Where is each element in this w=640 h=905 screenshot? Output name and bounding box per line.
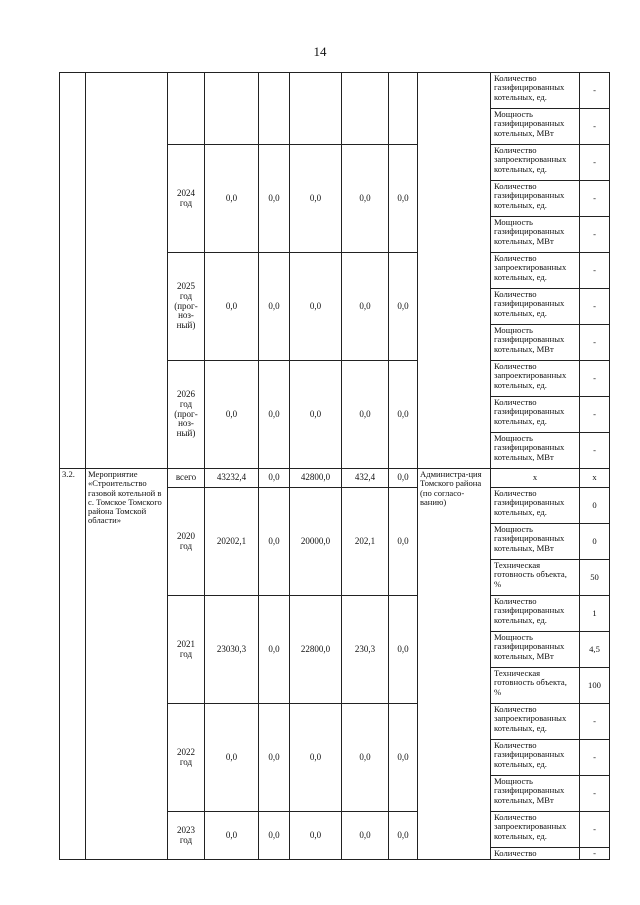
indicator-name: Мощность газифицированных котельных, МВт — [491, 217, 580, 253]
regional-value: 0,0 — [290, 253, 342, 361]
indicator-name: x — [491, 469, 580, 488]
federal-value: 0,0 — [259, 596, 290, 704]
executor: Администра-ция Томского района (по согласо-ванию) — [418, 469, 491, 860]
indicator-value: x — [580, 469, 610, 488]
indicator-name: Мощность газифицированных котельных, МВт — [491, 776, 580, 812]
indicator-name: Мощность газифицированных котельных, МВт — [491, 632, 580, 668]
other-value: 0,0 — [389, 488, 418, 596]
year-2020: 2020 год — [168, 488, 205, 596]
indicator-value: - — [580, 109, 610, 145]
indicator-value: - — [580, 704, 610, 740]
federal-value: 0,0 — [259, 488, 290, 596]
regional-value: 22800,0 — [290, 596, 342, 704]
federal-value: 0,0 — [259, 812, 290, 860]
indicator-name: Количество газифицированных котельных, ед. — [491, 181, 580, 217]
measure-number: 3.2. — [60, 469, 86, 860]
indicator-value: 50 — [580, 560, 610, 596]
indicator-value: 0 — [580, 488, 610, 524]
sum-value: 0,0 — [205, 361, 259, 469]
federal-value: 0,0 — [259, 469, 290, 488]
local-value: 0,0 — [342, 145, 389, 253]
indicator-name: Количество запроектированных котельных, ед. — [491, 704, 580, 740]
indicator-name: Техническая готовность объекта, % — [491, 668, 580, 704]
indicator-value: - — [580, 145, 610, 181]
indicator-name: Мощность газифицированных котельных, МВт — [491, 524, 580, 560]
year-2026: 2026 год (прог-ноз-ный) — [168, 361, 205, 469]
indicator-name: Мощность газифицированных котельных, МВт — [491, 109, 580, 145]
measure-name: Мероприятие «Строительство газовой котельной в с. Томское Томского района Томской области» — [86, 469, 168, 860]
sum-value: 20202,1 — [205, 488, 259, 596]
indicator-value: - — [580, 848, 610, 860]
local-value: 230,3 — [342, 596, 389, 704]
indicator-name: Мощность газифицированных котельных, МВт — [491, 325, 580, 361]
regional-value: 0,0 — [290, 812, 342, 860]
indicator-value: - — [580, 812, 610, 848]
federal-value: 0,0 — [259, 145, 290, 253]
indicator-name: Количество газифицированных котельных, ед. — [491, 596, 580, 632]
local-value: 0,0 — [342, 253, 389, 361]
local-value: 202,1 — [342, 488, 389, 596]
indicator-value: - — [580, 181, 610, 217]
indicator-value: 4,5 — [580, 632, 610, 668]
event-cell — [86, 73, 168, 469]
year-cell — [168, 73, 205, 145]
other-value: 0,0 — [389, 145, 418, 253]
regional-value: 0,0 — [290, 704, 342, 812]
regional-value: 0,0 — [290, 361, 342, 469]
indicator-name: Количество газифицированных котельных, ед. — [491, 488, 580, 524]
year-2023: 2023 год — [168, 812, 205, 860]
other-value: 0,0 — [389, 704, 418, 812]
value-cell — [259, 73, 290, 145]
year-2022: 2022 год — [168, 704, 205, 812]
indicator-value: - — [580, 217, 610, 253]
sum-value: 0,0 — [205, 145, 259, 253]
indicator-value: - — [580, 73, 610, 109]
indicator-name: Мощность газифицированных котельных, МВт — [491, 433, 580, 469]
federal-value: 0,0 — [259, 704, 290, 812]
indicator-name: Количество газифицированных котельных, ед. — [491, 397, 580, 433]
indicator-name: Количество газифицированных котельных, ед. — [491, 740, 580, 776]
program-table — [59, 72, 610, 860]
indicator-value: - — [580, 325, 610, 361]
local-value: 0,0 — [342, 361, 389, 469]
value-cell — [389, 73, 418, 145]
indicator-value: 0 — [580, 524, 610, 560]
regional-value: 42800,0 — [290, 469, 342, 488]
indicator-name: Количество запроектированных котельных, ед. — [491, 812, 580, 848]
indicator-name: Количество — [491, 848, 580, 860]
other-value: 0,0 — [389, 469, 418, 488]
year-2024: 2024 год — [168, 145, 205, 253]
table-row — [60, 469, 610, 488]
federal-value: 0,0 — [259, 253, 290, 361]
indicator-value: - — [580, 433, 610, 469]
indicator-name: Количество газифицированных котельных, ед. — [491, 73, 580, 109]
indicator-name: Количество запроектированных котельных, ед. — [491, 253, 580, 289]
other-value: 0,0 — [389, 812, 418, 860]
indicator-name: Количество запроектированных котельных, ед. — [491, 361, 580, 397]
indicator-value: - — [580, 776, 610, 812]
page-number: 14 — [313, 44, 327, 59]
number-cell — [60, 73, 86, 469]
other-value: 0,0 — [389, 253, 418, 361]
indicator-value: - — [580, 397, 610, 433]
indicator-value: 1 — [580, 596, 610, 632]
sum-value: 23030,3 — [205, 596, 259, 704]
indicator-value: - — [580, 253, 610, 289]
indicator-value: - — [580, 361, 610, 397]
local-value: 0,0 — [342, 704, 389, 812]
indicator-name: Количество газифицированных котельных, ед. — [491, 289, 580, 325]
local-value: 0,0 — [342, 812, 389, 860]
other-value: 0,0 — [389, 596, 418, 704]
federal-value: 0,0 — [259, 361, 290, 469]
indicator-name: Техническая готовность объекта, % — [491, 560, 580, 596]
total-label: всего — [168, 469, 205, 488]
sum-value: 43232,4 — [205, 469, 259, 488]
regional-value: 0,0 — [290, 145, 342, 253]
indicator-value: 100 — [580, 668, 610, 704]
executor-cell — [418, 73, 491, 469]
other-value: 0,0 — [389, 361, 418, 469]
value-cell — [342, 73, 389, 145]
indicator-value: - — [580, 740, 610, 776]
indicator-value: - — [580, 289, 610, 325]
value-cell — [205, 73, 259, 145]
table-row — [60, 73, 610, 109]
year-2025: 2025 год (прог-ноз-ный) — [168, 253, 205, 361]
regional-value: 20000,0 — [290, 488, 342, 596]
sum-value: 0,0 — [205, 253, 259, 361]
sum-value: 0,0 — [205, 812, 259, 860]
value-cell — [290, 73, 342, 145]
sum-value: 0,0 — [205, 704, 259, 812]
indicator-name: Количество запроектированных котельных, ед. — [491, 145, 580, 181]
year-2021: 2021 год — [168, 596, 205, 704]
local-value: 432,4 — [342, 469, 389, 488]
